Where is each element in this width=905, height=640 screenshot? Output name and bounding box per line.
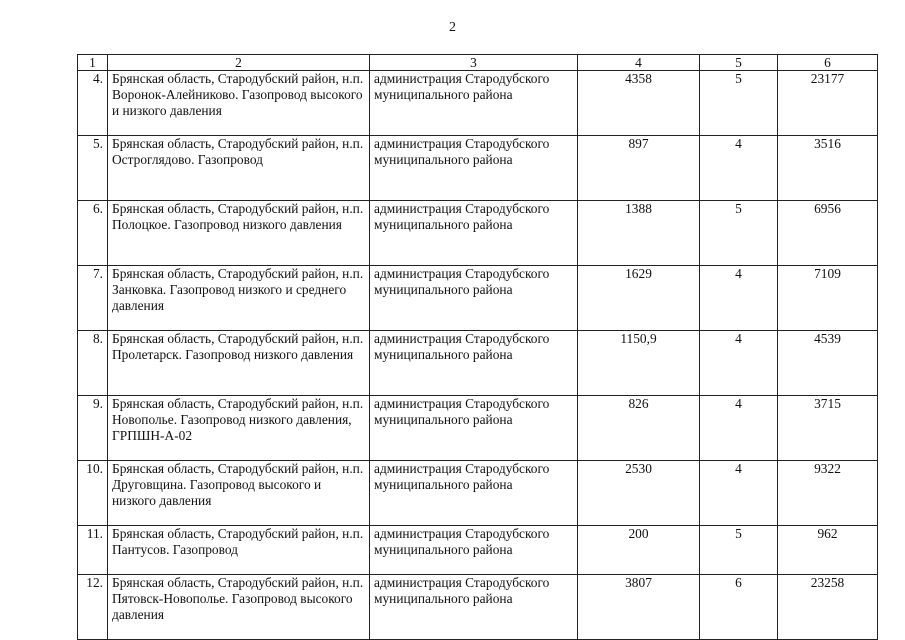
object-cost: 23177 [778, 71, 878, 136]
object-location: Брянская область, Стародубский район, н.п. Воронок-Алейниково. Газопровод высокого и низкого давления [108, 71, 370, 136]
object-length: 200 [578, 526, 700, 575]
object-cost: 9322 [778, 461, 878, 526]
object-length: 2530 [578, 461, 700, 526]
object-location: Брянская область, Стародубский район, н.п. Пролетарск. Газопровод низкого давления [108, 331, 370, 396]
object-length: 1150,9 [578, 331, 700, 396]
object-owner: администрация Стародубского муниципального района [370, 266, 578, 331]
table-row [78, 526, 878, 575]
object-owner: администрация Стародубского муниципального района [370, 136, 578, 201]
object-location: Брянская область, Стародубский район, н.п. Остроглядово. Газопровод [108, 136, 370, 201]
object-category: 6 [700, 575, 778, 640]
row-number: 5. [78, 136, 108, 201]
row-number: 4. [78, 71, 108, 136]
row-number: 12. [78, 575, 108, 640]
row-number: 8. [78, 331, 108, 396]
table-row [78, 136, 878, 201]
object-owner: администрация Стародубского муниципального района [370, 526, 578, 575]
column-header: 2 [108, 55, 370, 71]
object-location: Брянская область, Стародубский район, н.п. Пятовск-Новополье. Газопровод высокого давления [108, 575, 370, 640]
row-number: 9. [78, 396, 108, 461]
object-category: 4 [700, 136, 778, 201]
column-header: 4 [578, 55, 700, 71]
object-owner: администрация Стародубского муниципального района [370, 331, 578, 396]
object-location: Брянская область, Стародубский район, н.п. Друговщина. Газопровод высокого и низкого давления [108, 461, 370, 526]
object-owner: администрация Стародубского муниципального района [370, 396, 578, 461]
object-owner: администрация Стародубского муниципального района [370, 201, 578, 266]
table-row [78, 396, 878, 461]
object-category: 4 [700, 266, 778, 331]
object-owner: администрация Стародубского муниципального района [370, 575, 578, 640]
object-category: 4 [700, 461, 778, 526]
gas-pipeline-table [77, 54, 878, 640]
object-location: Брянская область, Стародубский район, н.п. Полоцкое. Газопровод низкого давления [108, 201, 370, 266]
object-cost: 4539 [778, 331, 878, 396]
object-cost: 3516 [778, 136, 878, 201]
table-row [78, 575, 878, 640]
object-length: 826 [578, 396, 700, 461]
table-row [78, 201, 878, 266]
object-cost: 7109 [778, 266, 878, 331]
object-category: 4 [700, 396, 778, 461]
column-header: 6 [778, 55, 878, 71]
object-length: 4358 [578, 71, 700, 136]
object-cost: 23258 [778, 575, 878, 640]
column-header: 3 [370, 55, 578, 71]
row-number: 6. [78, 201, 108, 266]
column-header: 5 [700, 55, 778, 71]
object-category: 5 [700, 526, 778, 575]
object-owner: администрация Стародубского муниципального района [370, 461, 578, 526]
object-category: 4 [700, 331, 778, 396]
object-location: Брянская область, Стародубский район, н.п. Пантусов. Газопровод [108, 526, 370, 575]
object-cost: 3715 [778, 396, 878, 461]
row-number: 7. [78, 266, 108, 331]
table-row [78, 71, 878, 136]
object-length: 3807 [578, 575, 700, 640]
object-cost: 6956 [778, 201, 878, 266]
object-length: 897 [578, 136, 700, 201]
row-number: 11. [78, 526, 108, 575]
table-row [78, 461, 878, 526]
column-header: 1 [78, 55, 108, 71]
table-row [78, 331, 878, 396]
row-number: 10. [78, 461, 108, 526]
object-category: 5 [700, 201, 778, 266]
table-row [78, 266, 878, 331]
object-cost: 962 [778, 526, 878, 575]
object-category: 5 [700, 71, 778, 136]
object-length: 1388 [578, 201, 700, 266]
object-location: Брянская область, Стародубский район, н.п. Новополье. Газопровод низкого давления, ГРПШН-А-02 [108, 396, 370, 461]
object-length: 1629 [578, 266, 700, 331]
page-number: 2 [449, 20, 456, 35]
table-header-row [78, 55, 878, 71]
object-location: Брянская область, Стародубский район, н.п. Занковка. Газопровод низкого и среднего давления [108, 266, 370, 331]
object-owner: администрация Стародубского муниципального района [370, 71, 578, 136]
